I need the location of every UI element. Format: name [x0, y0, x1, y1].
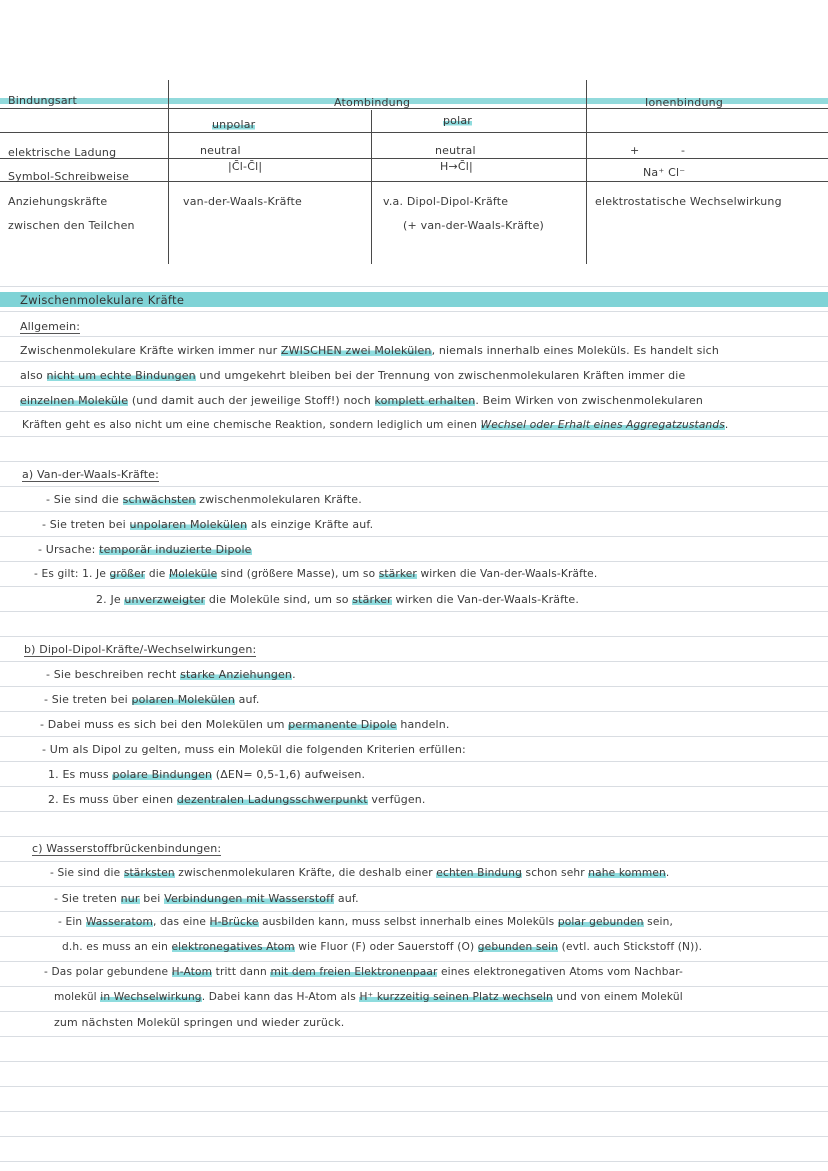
text: 2. Je	[96, 593, 125, 606]
cell-ladung-polar: neutral	[435, 144, 476, 157]
cell-ladung-ion-plus: +	[630, 144, 640, 157]
text: - Sie treten bei	[42, 518, 130, 531]
highlight: starke Anziehungen	[180, 668, 293, 681]
text: handeln.	[396, 718, 450, 731]
allgemein-label: Allgemein:	[20, 320, 81, 333]
highlight: nur	[120, 892, 140, 905]
vdw-heading	[22, 468, 159, 481]
wasser-line-3	[58, 916, 673, 928]
cell-ladung-ion-minus: -	[681, 144, 686, 157]
text: 1. Es muss	[48, 768, 113, 781]
highlight: mit dem	[270, 966, 320, 978]
intro-text: .	[724, 419, 729, 431]
highlight: H-Brücke	[209, 916, 259, 928]
highlight: elektronegatives Atom	[171, 941, 295, 953]
dipol-line-2	[44, 693, 260, 706]
wasser-heading	[32, 842, 221, 855]
page-top-margin	[0, 0, 828, 86]
intro-line-4	[22, 419, 728, 431]
text: - Ein	[58, 916, 86, 928]
text: sein,	[643, 916, 673, 928]
highlight: größer	[109, 568, 146, 580]
highlight: schwächsten	[122, 493, 196, 506]
intro-text: und umgekehrt bleiben bei der Trennung von zwischenmolekularen Kräften immer die	[195, 369, 686, 382]
table-rule	[0, 132, 828, 133]
cell-anziehung-ion: elektrostatische Wechselwirkung	[595, 195, 782, 208]
vdw-heading-text: a) Van-der-Waals-Kräfte:	[22, 468, 159, 481]
text: (evtl. auch Stickstoff (N)).	[558, 941, 703, 953]
table-col-divider	[168, 80, 169, 264]
intro-highlight: einzelnen Moleküle	[20, 394, 129, 407]
row-label-anziehung: Anziehungskräfte	[8, 195, 108, 208]
table-header-atombindung: Atombindung	[334, 96, 411, 109]
cell-anziehung-unpolar: van-der-Waals-Kräfte	[183, 195, 302, 208]
row-label-symbol: Symbol-Schreibweise	[8, 170, 130, 183]
highlight: unpolaren Molekülen	[129, 518, 248, 531]
table-col-divider	[586, 80, 587, 264]
highlight: temporär induzierte Dipole	[99, 543, 252, 556]
text: .	[292, 668, 296, 681]
text: - Sie beschreiben recht	[46, 668, 181, 681]
text: - Es gilt: 1. Je	[34, 568, 110, 580]
section-title: Zwischenmolekulare Kräfte	[20, 293, 185, 307]
intro-highlight: nicht um echte Bindungen	[46, 369, 196, 382]
table-col-divider	[371, 110, 372, 264]
highlight: polaren Molekülen	[131, 693, 235, 706]
row-label-teilchen: zwischen den Teilchen	[8, 219, 135, 232]
text: zum nächsten Molekül springen und wieder zurück.	[54, 1016, 345, 1029]
text: - Sie sind die	[46, 493, 123, 506]
table-header-unpolar: unpolar	[212, 118, 256, 131]
text: wie Fluor (F) oder Sauerstoff (O)	[294, 941, 478, 953]
text: die	[145, 568, 169, 580]
highlight: Moleküle	[168, 568, 218, 580]
cell-anziehung-polar: v.a. Dipol-Dipol-Kräfte	[383, 195, 509, 208]
highlight: polare Bindungen	[112, 768, 213, 781]
text: als einzige Kräfte auf.	[247, 518, 374, 531]
wasser-line-4	[62, 941, 702, 953]
text: zwischenmolekularen Kräfte.	[195, 493, 362, 506]
highlight: stärker	[378, 568, 417, 580]
highlight: in Wechselwirkung	[100, 991, 202, 1003]
intro-line-3	[20, 394, 703, 407]
intro-highlight: ZWISCHEN zwei Molekülen	[280, 344, 432, 357]
text: auf.	[234, 693, 260, 706]
dipol-line-5	[48, 768, 365, 781]
text: und von einem Molekül	[552, 991, 683, 1003]
table-header-bindungsart: Bindungsart	[8, 94, 77, 107]
text: wirken die Van-der-Waals-Kräfte.	[416, 568, 598, 580]
text: - Sie treten	[54, 892, 121, 905]
highlight: Verbindungen mit Wasserstoff	[164, 892, 335, 905]
text: wirken die Van-der-Waals-Kräfte.	[391, 593, 580, 606]
intro-text: . Beim Wirken von zwischenmolekularen	[475, 394, 703, 407]
text: d.h. es muss an ein	[62, 941, 172, 953]
text: . Dabei kann das H-Atom als	[201, 991, 360, 1003]
intro-highlight: Wechsel oder Erhalt eines Aggregatzustands	[480, 419, 725, 431]
highlight: gebunden sein	[477, 941, 559, 953]
text: - Ursache:	[38, 543, 100, 556]
highlight: freien Elektronenpaar	[319, 966, 438, 978]
wasser-line-2	[54, 892, 359, 905]
text: 2. Es muss über einen	[48, 793, 177, 806]
text: zwischenmolekularen Kräfte, die deshalb einer	[174, 867, 437, 879]
wasser-line-5	[44, 966, 683, 978]
vdw-line-5	[96, 593, 579, 606]
intro-text: , niemals innerhalb eines Moleküls. Es handelt sich	[431, 344, 719, 357]
intro-text: also	[20, 369, 47, 382]
wasser-line-1	[50, 867, 669, 879]
highlight: nahe kommen	[588, 867, 666, 879]
highlight: stärksten	[123, 867, 175, 879]
text: die Moleküle sind, um so	[205, 593, 353, 606]
vdw-line-3	[38, 543, 252, 556]
text: molekül	[54, 991, 101, 1003]
vdw-line-2	[42, 518, 373, 531]
highlight: stärker	[352, 593, 392, 606]
wasser-heading-text: c) Wasserstoffbrückenbindungen:	[32, 842, 222, 855]
cell-symbol-polar: H→C̄l|	[440, 160, 473, 173]
text: (ΔEN= 0,5-1,6) aufweisen.	[212, 768, 366, 781]
table-header-ionenbindung: Ionenbindung	[645, 96, 724, 109]
highlight: H-Atom	[171, 966, 213, 978]
text: bei	[139, 892, 165, 905]
vdw-line-1	[46, 493, 362, 506]
highlight: Wasseratom	[85, 916, 153, 928]
text: sind (größere Masse), um so	[217, 568, 379, 580]
text: schon sehr	[522, 867, 589, 879]
intro-text: Zwischenmolekulare Kräfte wirken immer nur	[20, 344, 281, 357]
highlight: polar gebunden	[557, 916, 644, 928]
dipol-line-4	[42, 743, 466, 756]
intro-line-1	[20, 344, 719, 357]
intro-text: (und damit auch der jeweilige Stoff!) noch	[128, 394, 375, 407]
text: - Sie sind die	[50, 867, 124, 879]
wasser-line-7	[54, 1016, 344, 1029]
highlight: unverzweigter	[124, 593, 206, 606]
text: - Das polar gebundene	[44, 966, 172, 978]
text: tritt dann	[212, 966, 271, 978]
vdw-line-4	[34, 568, 597, 580]
highlight: H⁺ kurzzeitig seinen Platz wechseln	[359, 991, 553, 1003]
dipol-line-3	[40, 718, 450, 731]
highlight: echten Bindung	[436, 867, 523, 879]
text: ausbilden kann, muss selbst innerhalb eines Moleküls	[258, 916, 558, 928]
intro-highlight: komplett erhalten	[374, 394, 476, 407]
cell-symbol-ion: Na⁺ Cl⁻	[643, 166, 686, 179]
intro-line-2	[20, 369, 685, 382]
dipol-heading-text: b) Dipol-Dipol-Kräfte/-Wechselwirkungen:	[24, 643, 257, 656]
table-rule	[0, 158, 828, 159]
text: - Um als Dipol zu gelten, muss ein Molekül die folgenden Kriterien erfüllen:	[42, 743, 466, 756]
text: verfügen.	[367, 793, 426, 806]
highlight: permanente Dipole	[288, 718, 397, 731]
text: .	[665, 867, 670, 879]
row-label-ladung: elektrische Ladung	[8, 146, 117, 159]
text: - Dabei muss es sich bei den Molekülen um	[40, 718, 289, 731]
table-header-polar: polar	[443, 114, 473, 127]
wasser-line-6	[54, 991, 683, 1003]
cell-teilchen-polar: (+ van-der-Waals-Kräfte)	[403, 219, 545, 232]
text: eines elektronegativen Atoms vom Nachbar-	[437, 966, 684, 978]
highlight: dezentralen Ladungsschwerpunkt	[176, 793, 368, 806]
cell-ladung-unpolar: neutral	[200, 144, 241, 157]
text: auf.	[334, 892, 359, 905]
dipol-line-6	[48, 793, 426, 806]
dipol-line-1	[46, 668, 296, 681]
text: - Sie treten bei	[44, 693, 132, 706]
cell-symbol-unpolar: |C̄l-C̄l|	[228, 160, 263, 173]
text: , das eine	[152, 916, 210, 928]
dipol-heading	[24, 643, 256, 656]
intro-text: Kräften geht es also nicht um eine chemische Reaktion, sondern lediglich um einen	[22, 419, 481, 431]
